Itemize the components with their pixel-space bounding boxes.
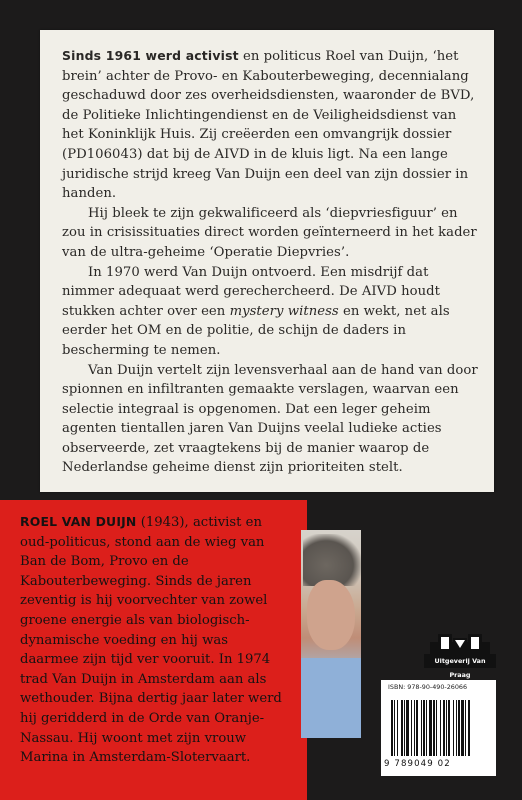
barcode-bar <box>414 700 415 756</box>
barcode-bar <box>468 700 470 756</box>
barcode <box>389 700 489 758</box>
barcode-digits: 9 789049 02 <box>384 759 451 769</box>
barcode-bar <box>406 700 409 756</box>
barcode-bar <box>401 700 403 756</box>
barcode-bar <box>421 700 422 756</box>
barcode-bar <box>397 700 398 756</box>
author-bio <box>20 512 285 768</box>
blurb-paragraph-4: Van Duijn vertelt zijn levensverhaal aan de hand van door spionnen en infiltranten gemaakte verslagen, waarvan een selectie integraal is opgenomen. Dat een leger geheim agenten tientallen jaren Van Duijns veelal ludieke acties observeerde, zet vraagtekens bij de manier waarop de Nederlandse geheime dienst zijn prioriteiten stelt. <box>62 362 478 476</box>
barcode-bar <box>448 700 450 756</box>
blurb-p3-em: mystery witness <box>229 303 339 319</box>
blurb-lead: Sinds 1961 werd activist <box>62 48 239 63</box>
barcode-bar <box>458 700 460 756</box>
barcode-bar <box>446 700 447 756</box>
barcode-bar <box>426 700 427 756</box>
author-photo-shirt <box>301 658 361 738</box>
barcode-bar <box>391 700 393 756</box>
barcode-bar <box>433 700 435 756</box>
barcode-bar <box>453 700 454 756</box>
author-photo <box>301 530 361 738</box>
author-name: ROEL VAN DUIJN <box>20 514 137 529</box>
barcode-bar <box>404 700 405 756</box>
blurb-paragraph-1 <box>62 46 480 204</box>
author-bio-text: (1943), activist en oud-politicus, stond aan de wieg van Ban de Bom, Provo en de Kabouterbeweging. Sinds de jaren zeventig is hij voorvechter van zowel groene energie als van biologisch-dynamische voeding en hij was daarmee zijn tijd ver vooruit. In 1974 trad Van Duijn in Amsterdam aan als wethouder. Bijna dertig jaar later werd hij geridderd in de Orde van Oranje-Nassau. Hij woont met zijn vrouw Marina in Amsterdam-Slotervaart. <box>20 515 282 766</box>
blurb-paragraph-2: Hij bleek te zijn gekwalificeerd als ‘diepvriesfiguur’ en zou in crisissituaties direct worden geïnterneerd in het kader van de ultra-geheime ‘Operatie Diepvries’. <box>62 205 477 260</box>
barcode-bar <box>465 700 466 756</box>
barcode-bar <box>443 700 445 756</box>
barcode-bar <box>456 700 457 756</box>
barcode-bar <box>416 700 418 756</box>
barcode-bar <box>394 700 395 756</box>
author-photo-hair <box>303 534 361 586</box>
barcode-bar <box>429 700 432 756</box>
blurb-paragraph-3 <box>62 263 480 361</box>
publisher-name: Uitgeverij Van Praag <box>424 654 496 668</box>
blurb-text <box>62 46 480 478</box>
author-photo-face <box>307 580 355 650</box>
barcode-bar <box>440 700 441 756</box>
blurb-p1-rest: en politicus Roel van Duijn, ‘het brein’ achter de Provo- en Kabouterbeweging, decennialang geschaduwd door zes overheidsdiensten, waaronder de BVD, de Politieke Inlichtingendienst en de Veiligheidsdienst van het Koninklijk Huis. Zij creëerden een omvangrijk dossier (PD106043) dat bij de AIVD in de kluis ligt. Na een lange juridische strijd kreeg Van Duijn een deel van zijn dossier in handen. <box>62 49 475 202</box>
barcode-bar <box>411 700 412 756</box>
barcode-bar <box>423 700 425 756</box>
blurb-p3-a: In 1970 werd Van Duijn ontvoerd. Een misdrijf dat nimmer adequaat werd gerechercheerd. De AIVD houdt stukken achter over een <box>62 264 441 319</box>
isbn-label: ISBN: 978-90-490-26066 <box>388 683 468 691</box>
author-bio-paragraph <box>20 512 285 768</box>
barcode-bar <box>436 700 437 756</box>
barcode-bar <box>461 700 464 756</box>
blurb-p3-b: en wekt, net als eerder het OM en de politie, de schijn de daders in bescherming te nemen. <box>62 303 450 358</box>
